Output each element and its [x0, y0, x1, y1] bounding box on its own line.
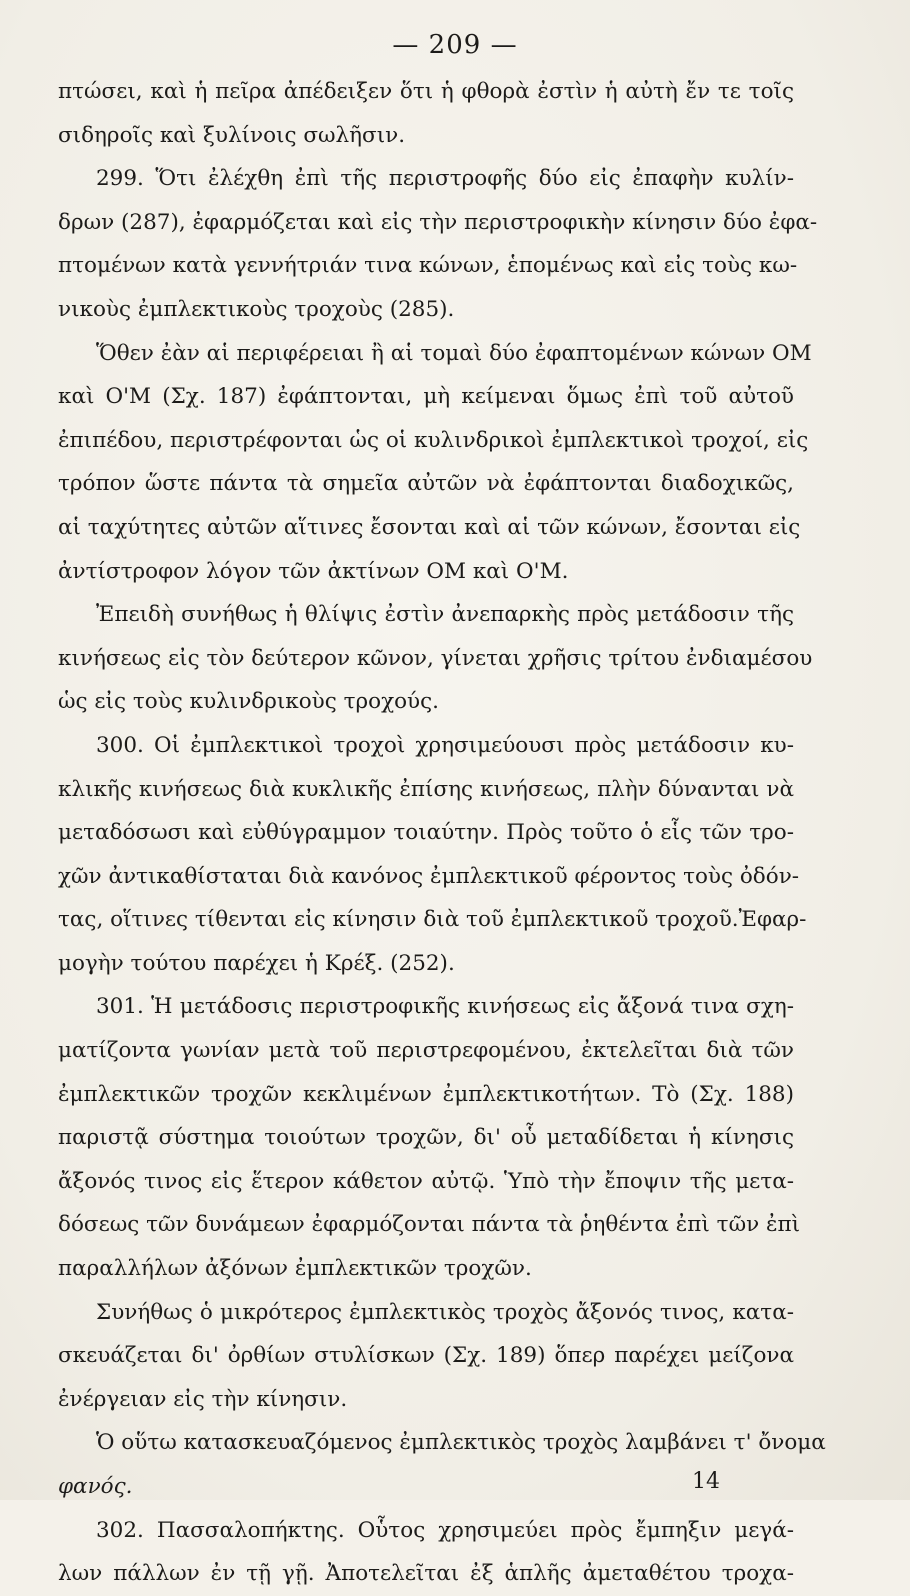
text-line: σιδηροῖς καὶ ξυλίνοις σωλῆσιν. [58, 122, 406, 148]
text-line: ἀντίστροφον λόγον τῶν ἀκτίνων ΟΜ καὶ Ο'Μ. [58, 558, 569, 584]
text-line: 302. Πασσαλοπήκτης. Οὗτος χρησιμεύει πρὸς ἔμπηξιν μεγά- [96, 1517, 794, 1543]
page-number: — 209 — [392, 30, 518, 60]
text-line: δρων (287), ἐφαρμόζεται καὶ εἰς τὴν περιστροφικὴν κίνησιν δύο ἐφα- [58, 209, 818, 235]
body-text [58, 70, 826, 1596]
text-line: 300. Οἱ ἐμπλεκτικοὶ τροχοὶ χρησιμεύουσι πρὸς μετάδοσιν κυ- [96, 732, 794, 758]
text-line: δόσεως τῶν δυνάμεων ἐφαρμόζονται πάντα τὰ ῥηθέντα ἐπὶ τῶν ἐπὶ [58, 1212, 801, 1238]
text-line: ἐπιπέδου, περιστρέφονται ὡς οἱ κυλινδρικοὶ ἐμπλεκτικοὶ τροχοί, εἰς [58, 427, 809, 453]
text-line: φανός. [58, 1474, 133, 1499]
text-line: καὶ Ο'Μ (Σχ. 187) ἐφάπτονται, μὴ κείμεναι ὅμως ἐπὶ τοῦ αὐτοῦ [58, 384, 794, 410]
text-line: τρόπον ὥστε πάντα τὰ σημεῖα αὐτῶν νὰ ἐφάπτονται διαδοχικῶς, [58, 471, 794, 497]
text-line: νικοὺς ἐμπλεκτικοὺς τροχοὺς (285). [58, 296, 455, 322]
text-line: ὡς εἰς τοὺς κυλινδρικοὺς τροχούς. [58, 689, 440, 715]
text-line: πτομένων κατὰ γεννήτριάν τινα κώνων, ἑπομένως καὶ εἰς τοὺς κω- [58, 253, 798, 279]
text-line: μεταδόσωσι καὶ εὐθύγραμμον τοιαύτην. Πρὸς τοῦτο ὁ εἷς τῶν τρο- [58, 820, 794, 846]
text-line: κλικῆς κινήσεως διὰ κυκλικῆς ἐπίσης κινήσεως, πλὴν δύνανται νὰ [58, 776, 794, 802]
text-line: Ὁ οὕτω κατασκευαζόμενος ἐμπλεκτικὸς τροχὸς λαμβάνει τ' ὄνομα [96, 1430, 826, 1456]
text-line: παραλλήλων ἀξόνων ἐμπλεκτικῶν τροχῶν. [58, 1256, 532, 1282]
text-line: κινήσεως εἰς τὸν δεύτερον κῶνον, γίνεται χρῆσις τρίτου ἐνδιαμέσου [58, 645, 813, 671]
text-line: Συνήθως ὁ μικρότερος ἐμπλεκτικὸς τροχὸς ἄξονός τινος, κατα- [96, 1299, 794, 1325]
text-line: ἐνέργειαν εἰς τὴν κίνησιν. [58, 1386, 348, 1412]
text-line: παριστᾷ σύστημα τοιούτων τροχῶν, δι' οὗ μεταδίδεται ἡ κίνησις [58, 1125, 794, 1151]
text-line: 301. Ἡ μετάδοσις περιστροφικῆς κινήσεως εἰς ἄξονά τινα σχη- [96, 994, 794, 1020]
text-line: ματίζοντα γωνίαν μετὰ τοῦ περιστρεφομένου, ἐκτελεῖται διὰ τῶν [58, 1038, 794, 1064]
signature-mark: 14 [692, 1469, 720, 1494]
text-line: Ἐπειδὴ συνήθως ἡ θλίψις ἐστὶν ἀνεπαρκὴς πρὸς μετάδοσιν τῆς [96, 602, 794, 628]
text-line: 299. Ὅτι ἐλέχθη ἐπὶ τῆς περιστροφῆς δύο εἰς ἐπαφὴν κυλίν- [96, 166, 794, 192]
text-line: αἱ ταχύτητες αὐτῶν αἵτινες ἔσονται καὶ αἱ τῶν κώνων, ἔσονται εἰς [58, 514, 801, 540]
text-line: ἄξονός τινος εἰς ἕτερον κάθετον αὐτῷ. Ὑπὸ τὴν ἔποψιν τῆς μετα- [58, 1168, 794, 1194]
text-line: τας, οἵτινες τίθενται εἰς κίνησιν διὰ τοῦ ἐμπλεκτικοῦ τροχοῦ.Ἐφαρ- [58, 907, 807, 933]
text-line: πτώσει, καὶ ἡ πεῖρα ἀπέδειξεν ὅτι ἡ φθορὰ ἐστὶν ἡ αὐτὴ ἔν τε τοῖς [58, 79, 794, 104]
text-line: χῶν ἀντικαθίσταται διὰ κανόνος ἐμπλεκτικοῦ φέροντος τοὺς ὀδόν- [58, 863, 800, 889]
text-line: λων πάλλων ἐν τῇ γῇ. Ἀποτελεῖται ἐξ ἁπλῆς ἀμεταθέτου τροχα- [58, 1561, 794, 1587]
text-line: σκευάζεται δι' ὀρθίων στυλίσκων (Σχ. 189) ὅπερ παρέχει μείζονα [58, 1343, 794, 1369]
text-line: ἐμπλεκτικῶν τροχῶν κεκλιμένων ἐμπλεκτικοτήτων. Τὸ (Σχ. 188) [58, 1081, 794, 1107]
text-line: Ὅθεν ἐὰν αἱ περιφέρειαι ἢ αἱ τομαὶ δύο ἐφαπτομένων κώνων ΟΜ [96, 340, 812, 366]
text-line: μογὴν τούτου παρέχει ἡ Κρέξ. (252). [58, 950, 455, 976]
